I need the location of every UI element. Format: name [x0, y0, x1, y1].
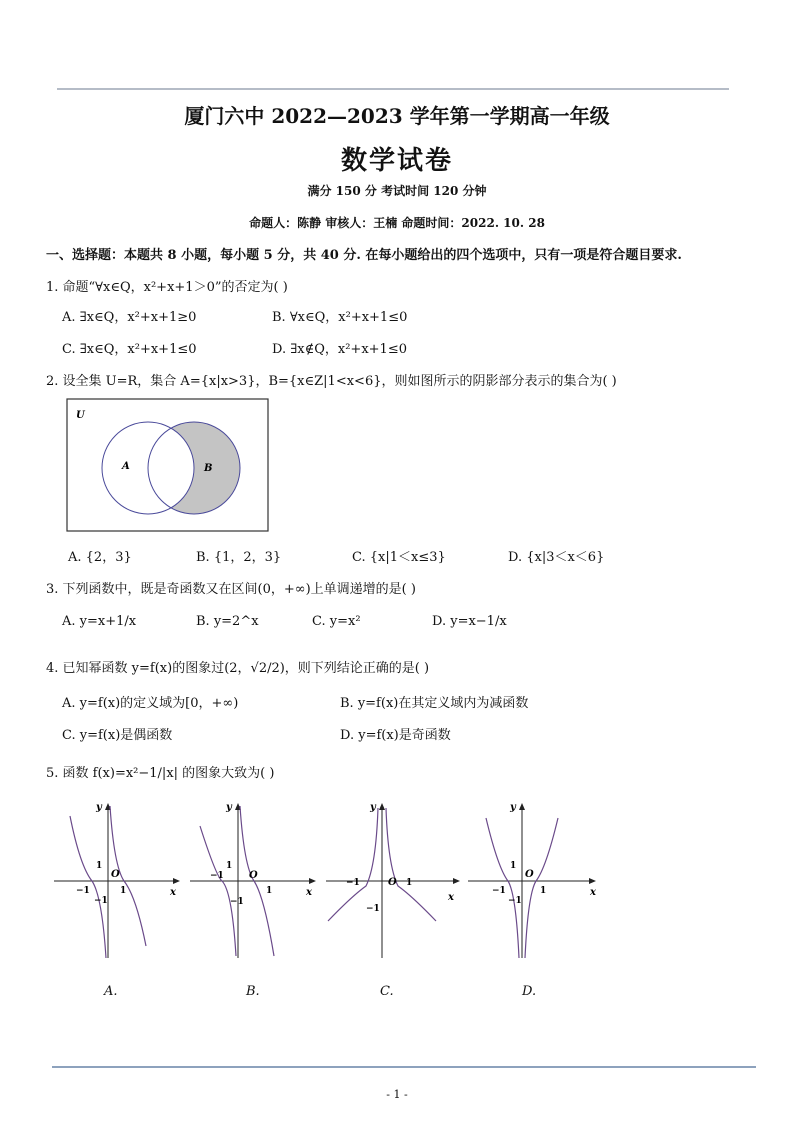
graph-axis-label: −1: [508, 896, 522, 906]
q4-option-c: C. y=f(x)是偶函数: [62, 728, 173, 743]
graph-axis-label: O: [525, 869, 534, 880]
q3-option-a: A. y=x+1/x: [62, 614, 137, 629]
header-rule: [57, 88, 729, 90]
q2-option-a: A. {2，3}: [68, 550, 132, 565]
section-heading: 一、选择题：本题共 8 小题，每小题 5 分，共 40 分. 在每小题给出的四个选项中，只有一项是符合题目要求.: [46, 248, 682, 263]
graph-caption-d: D.: [522, 984, 537, 999]
graph-b: [186, 796, 320, 962]
authors-line: 命题人：陈静 审核人：王楠 命题时间：2022. 10. 28: [249, 216, 545, 230]
graph-axis-label: −1: [210, 871, 224, 881]
graph-axis-label: −1: [346, 878, 360, 888]
q2-option-c: C. {x|1＜x≤3}: [352, 550, 446, 565]
graph-axis-label: 1: [406, 878, 413, 888]
venn-diagram: [66, 398, 270, 532]
graph-axis-label: 1: [226, 861, 233, 871]
graph-axis-label: −1: [94, 896, 108, 906]
graph-axis-label: x: [590, 887, 596, 898]
graph-axis-label: −1: [492, 886, 506, 896]
graph-c: [322, 796, 462, 962]
graph-axis-label: 1: [510, 861, 517, 871]
venn-label-a: A: [122, 461, 130, 472]
q1-option-c: C. ∃x∈Q，x²+x+1≤0: [62, 342, 197, 357]
graph-axis-label: x: [448, 892, 454, 903]
graph-axis-label: −1: [230, 897, 244, 907]
q1-option-d: D. ∃x∉Q，x²+x+1≤0: [272, 342, 407, 357]
graph-caption-a: A.: [104, 984, 118, 999]
graph-axis-label: x: [170, 887, 176, 898]
graph-axis-label: 1: [540, 886, 547, 896]
q2-option-b: B. {1，2，3}: [196, 550, 282, 565]
q3-option-c: C. y=x²: [312, 614, 361, 629]
graph-axis-label: O: [111, 869, 120, 880]
curve-b-left: [200, 826, 236, 956]
graph-axis-label: −1: [76, 886, 90, 896]
q1-option-a: A. ∃x∈Q，x²+x+1≥0: [62, 310, 197, 325]
graph-axis-label: 1: [120, 886, 127, 896]
q1-option-b: B. ∀x∈Q，x²+x+1≤0: [272, 310, 408, 325]
graph-axis-label: y: [226, 802, 232, 813]
q2-stem: 2. 设全集 U=R，集合 A={x|x>3}，B={x∈Z|1<x<6}，则如图所示的阴影部分表示的集合为( ): [46, 374, 617, 389]
q4-option-a: A. y=f(x)的定义域为[0，+∞): [62, 696, 239, 711]
graph-axis-label: O: [388, 877, 397, 888]
graph-caption-c: C.: [380, 984, 394, 999]
exam-title: 数学试卷: [340, 146, 453, 176]
curve-c-right: [386, 808, 436, 921]
q3-stem: 3. 下列函数中，既是奇函数又在区间(0，+∞)上单调递增的是( ): [46, 582, 416, 597]
q4-option-d: D. y=f(x)是奇函数: [340, 728, 451, 743]
graph-axis-label: y: [510, 802, 516, 813]
footer-rule: [52, 1066, 756, 1068]
graph-a: [50, 796, 184, 962]
q1-stem: 1. 命题“∀x∈Q，x²+x+1＞0”的否定为( ): [46, 280, 288, 295]
q4-stem: 4. 已知幂函数 y=f(x)的图象过(2，√2/2)，则下列结论正确的是( ): [46, 661, 430, 676]
q4-option-b: B. y=f(x)在其定义域内为减函数: [340, 696, 529, 711]
graph-axis-label: 1: [96, 861, 103, 871]
score-time-line: 满分 150 分 考试时间 120 分钟: [307, 184, 487, 198]
graph-axis-label: y: [370, 802, 376, 813]
q5-stem: 5. 函数 f(x)=x²−1/|x| 的图象大致为( ): [46, 766, 275, 781]
graph-caption-b: B.: [246, 984, 260, 999]
school-title: 厦门六中 2022—2023 学年第一学期高一年级: [184, 104, 610, 128]
q3-option-d: D. y=x−1/x: [432, 614, 507, 629]
q2-option-d: D. {x|3＜x＜6}: [508, 550, 605, 565]
q3-option-b: B. y=2^x: [196, 614, 259, 629]
graph-axis-label: x: [306, 887, 312, 898]
page-number: - 1 -: [386, 1088, 408, 1101]
venn-label-b: B: [204, 463, 213, 474]
graph-axis-label: y: [96, 802, 102, 813]
graph-axis-label: −1: [366, 904, 380, 914]
graph-axis-label: O: [249, 870, 258, 881]
graph-d: [464, 796, 604, 962]
venn-label-u: U: [76, 410, 85, 421]
graph-axis-label: 1: [266, 886, 273, 896]
